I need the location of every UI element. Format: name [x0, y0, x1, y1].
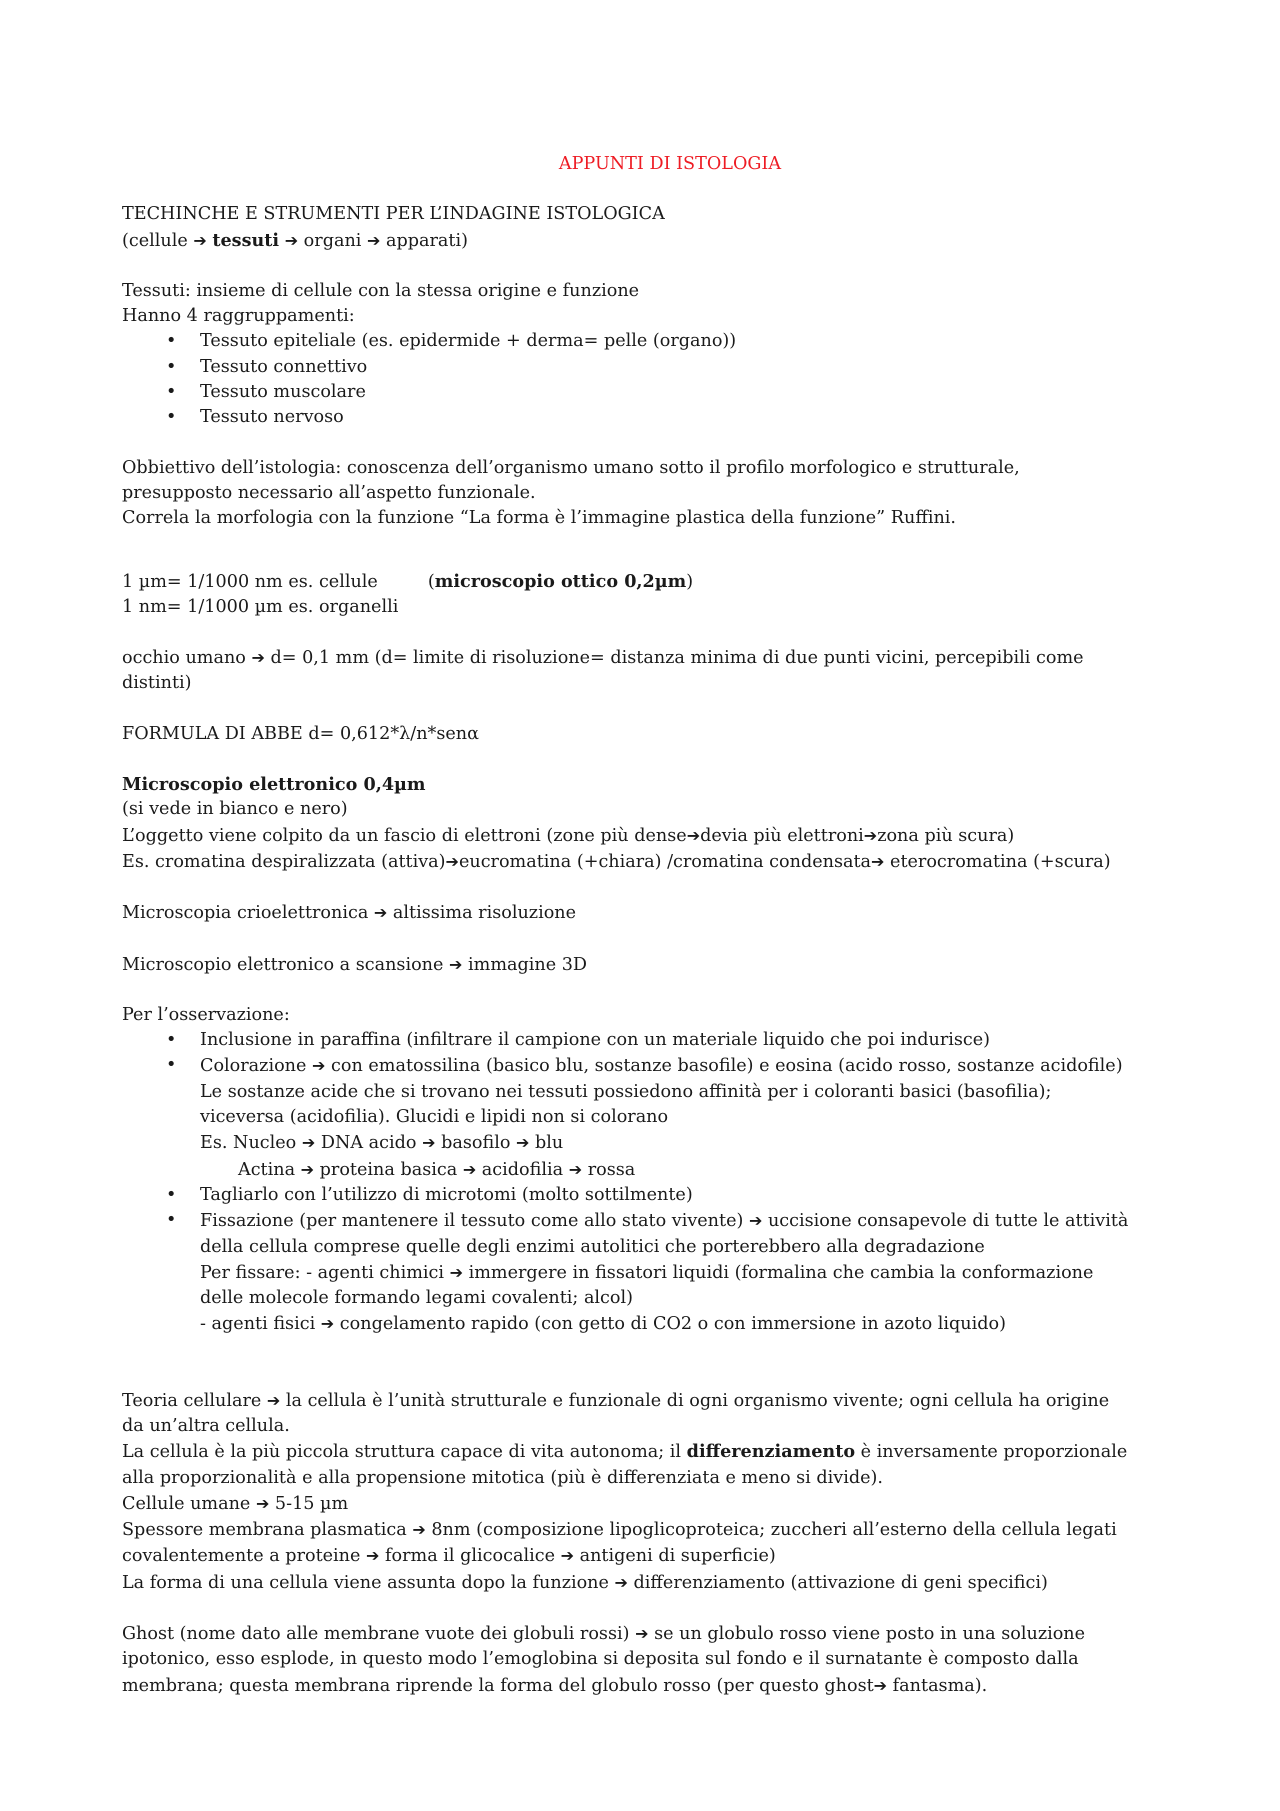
arrow-icon: ➔ [367, 230, 381, 250]
arrow-icon: ➔ [366, 1546, 380, 1566]
elettronico-heading: Microscopio elettronico 0,4µm [122, 774, 426, 796]
occhio-line-cont: distinti) [122, 673, 192, 694]
teoria-line: covalentemente a proteine ➔ forma il glicocalice ➔ antigeni di superficie) [122, 1546, 776, 1567]
occhio-line: occhio umano ➔ d= 0,1 mm (d= limite di risoluzione= distanza minima di due punti vicini, percepibili come [122, 648, 1084, 669]
tessuti-definition: Tessuti: insieme di cellule con la stessa origine e funzione [122, 280, 640, 301]
list-item: • Tessuto connettivo [122, 355, 1182, 380]
teoria-line: Spessore membrana plasmatica ➔ 8nm (composizione lipoglicoproteica; zuccheri all’esterno della cellula legati [122, 1520, 1117, 1541]
arrow-icon: ➔ [266, 1390, 281, 1410]
ghost-line: Ghost (nome dato alle membrane vuote dei globuli rossi) ➔ se un globulo rosso viene posto in una soluzione [122, 1624, 1086, 1645]
arrow-icon: ➔ [863, 825, 878, 845]
section-heading: TECHINCHE E STRUMENTI PER L’INDAGINE ISTOLOGICA [122, 204, 665, 225]
arrow-icon: ➔ [300, 1159, 315, 1179]
list-item: • Tessuto muscolare [122, 380, 1182, 405]
arrow-icon: ➔ [449, 1262, 464, 1282]
list-item: • Tagliarlo con l’utilizzo di microtomi (molto sottilmente) [122, 1183, 1182, 1208]
arrow-icon: ➔ [568, 1159, 583, 1179]
arrow-icon: ➔ [462, 1159, 477, 1179]
teoria-line: da un’altra cellula. [122, 1415, 290, 1436]
arrow-icon: ➔ [748, 1211, 763, 1231]
arrow-icon: ➔ [284, 230, 299, 250]
arrow-icon: ➔ [251, 648, 265, 668]
ghost-line: membrana; questa membrana riprende la forma del globulo rosso (per questo ghost➔ fantasma). [122, 1675, 988, 1696]
teoria-line: Teoria cellulare ➔ la cellula è l’unità strutturale e funzionale di ogni organismo vivente; ogni cellula ha origine [122, 1390, 1110, 1411]
document-body [122, 152, 1182, 1699]
osservazione-intro: Per l’osservazione: [122, 1004, 290, 1025]
teoria-line: La forma di una cellula viene assunta dopo la funzione ➔ differenziamento (attivazione di geni specifici) [122, 1572, 1048, 1593]
hierarchy-line: (cellule ➔ tessuti ➔ organi ➔ apparati) [122, 229, 468, 251]
arrow-icon: ➔ [373, 903, 388, 923]
elettronico-note: (si vede in bianco e nero) [122, 799, 348, 820]
arrow-icon: ➔ [193, 230, 207, 250]
arrow-icon: ➔ [312, 1056, 326, 1076]
crio-line: Microscopia crioelettronica ➔ altissima risoluzione [122, 903, 577, 924]
arrow-icon: ➔ [445, 851, 459, 871]
paragraph-line: Obbiettivo dell’istologia: conoscenza dell’organismo umano sotto il profilo morfologico e strutturale, [122, 457, 1020, 478]
raggruppamenti-intro: Hanno 4 raggruppamenti: [122, 306, 355, 327]
arrow-icon: ➔ [449, 954, 463, 974]
raggruppamenti-list [122, 329, 1182, 430]
arrow-icon: ➔ [422, 1133, 436, 1153]
scansione-line: Microscopio elettronico a scansione ➔ immagine 3D [122, 954, 588, 975]
units-line-nanometer: 1 nm= 1/1000 µm es. organelli [122, 596, 399, 617]
list-item: • Fissazione (per mantenere il tessuto come allo stato vivente) ➔ uccisione consapevole di tutte le attività della cellula comprese quelle degli enzimi autolitici che porterebbero alla degradazione Per fissare: - agenti chimici ➔ immergere in fissatori liquidi (formalina che cambia la conformazione delle molecole formando legami covalenti; alcol) - agenti fisici ➔ congelamento rapido (con getto di CO2 o con immersione in azoto liquido) [122, 1208, 1182, 1337]
teoria-line: Cellule umane ➔ 5-15 µm [122, 1493, 349, 1514]
list-item: • Colorazione ➔ con ematossilina (basico blu, sostanze basofile) e eosina (acido rosso, sostanze acidofile) Le sostanze acide che si trovano nei tessuti possiedono affinità per i coloranti basici (basofilia); viceversa (acidofilia). Glucidi e lipidi non si colorano Es. Nucleo ➔ DNA acido ➔ basofilo ➔ blu Actina ➔ proteina basica ➔ acidofilia ➔ rossa [122, 1053, 1182, 1182]
arrow-icon: ➔ [320, 1314, 335, 1334]
arrow-icon: ➔ [686, 825, 701, 845]
arrow-icon: ➔ [635, 1624, 649, 1644]
elettronico-line: L’oggetto viene colpito da un fascio di elettroni (zone più dense➔devia più elettroni➔zona più scura) [122, 825, 1015, 846]
paragraph-line: presupposto necessario all’aspetto funzionale. [122, 482, 536, 503]
arrow-icon: ➔ [412, 1520, 426, 1540]
arrow-icon: ➔ [301, 1133, 316, 1153]
list-item: • Tessuto nervoso [122, 405, 1182, 430]
arrow-icon: ➔ [560, 1546, 574, 1566]
teoria-line: alla proporzionalità e alla propensione mitotica (più è differenziata e meno si divide). [122, 1467, 883, 1488]
list-item: • Tessuto epiteliale (es. epidermide + derma= pelle (organo)) [122, 329, 1182, 354]
abbe-formula: FORMULA DI ABBE d= 0,612*λ/n*senα [122, 723, 479, 744]
osservazione-list [122, 1028, 1182, 1338]
arrow-icon: ➔ [873, 1675, 888, 1695]
arrow-icon: ➔ [516, 1133, 530, 1153]
arrow-icon: ➔ [614, 1572, 628, 1592]
document-title: APPUNTI DI ISTOLOGIA [558, 154, 782, 174]
list-item: • Inclusione in paraffina (infiltrare il campione con un materiale liquido che poi indurisce) [122, 1028, 1182, 1053]
ghost-line: ipotonico, esso esplode, in questo modo l’emoglobina si deposita sul fondo e il surnatante è composto dalla [122, 1649, 1079, 1670]
paragraph-line: Correla la morfologia con la funzione “La forma è l’immagine plastica della funzione” Ruffini. [122, 508, 957, 529]
cromatina-line: Es. cromatina despiralizzata (attiva)➔eucromatina (+chiara) /cromatina condensata➔ eterocromatina (+scura) [122, 851, 1111, 872]
teoria-line: La cellula è la più piccola struttura capace di vita autonoma; il differenziamento è inversamente proporzionale [122, 1441, 1128, 1463]
arrow-icon: ➔ [255, 1493, 270, 1513]
arrow-icon: ➔ [871, 851, 885, 871]
units-line-micrometer: 1 µm= 1/1000 nm es. cellule (microscopio ottico 0,2µm) [122, 570, 694, 592]
